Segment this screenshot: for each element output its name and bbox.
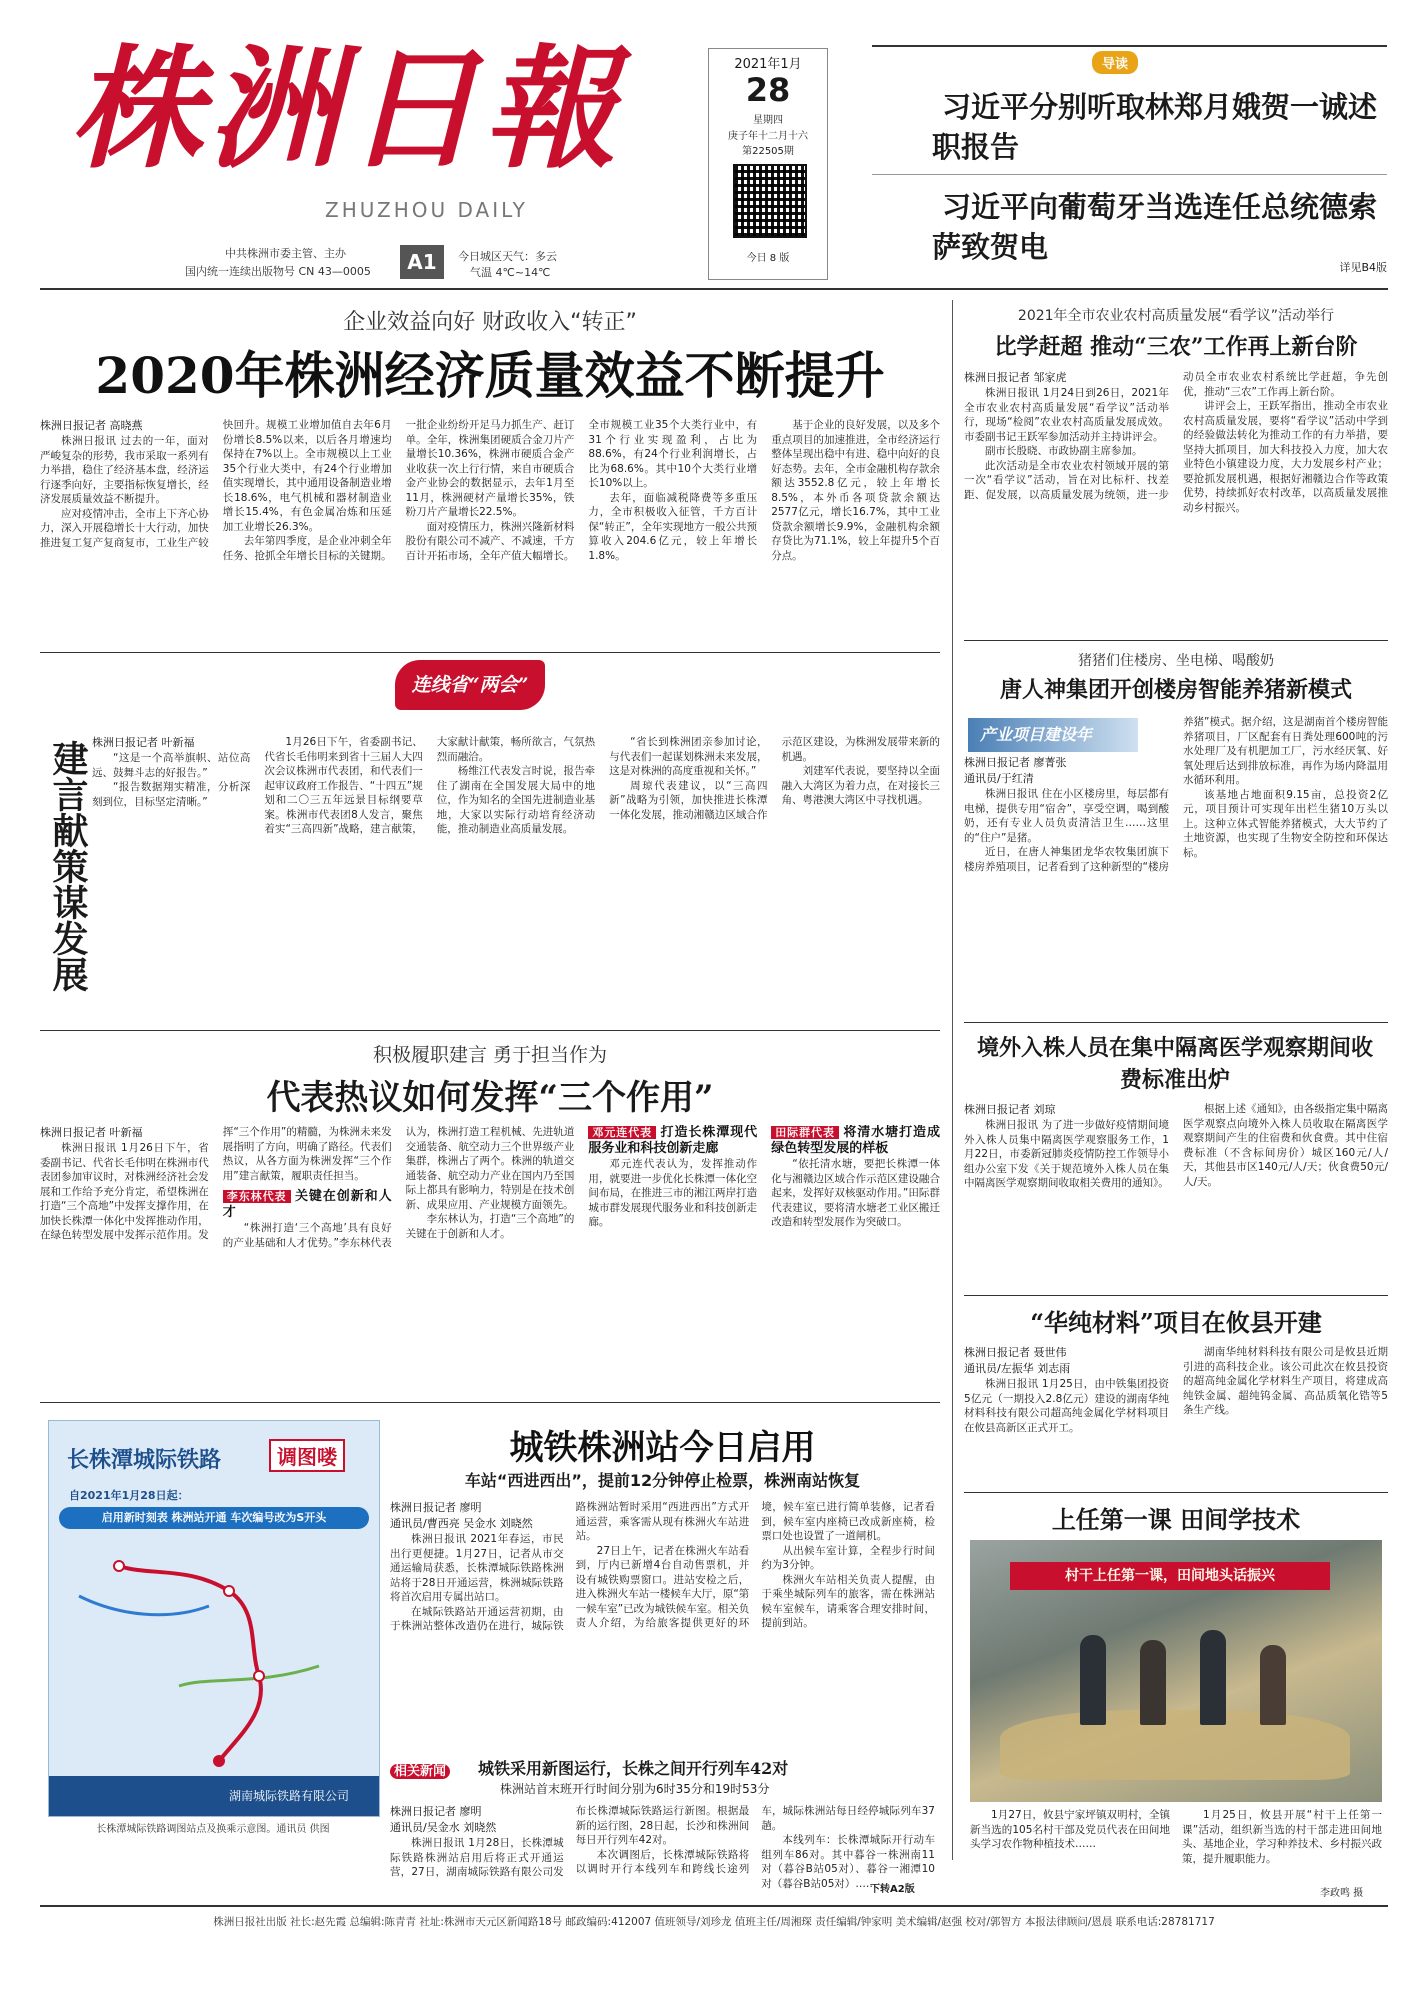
sanzuoyong-sub3-title: 将清水塘打造成绿色转型发展的样板 [771,1125,940,1156]
pig-headline: 唐人神集团开创楼房智能养猪新模式 [999,677,1352,703]
lianghui-vertical-title: 建言献策谋发展 [47,740,89,992]
lead-para: 株洲日报讯 过去的一年，面对严峻复杂的形势，我市采取一系列有力举措，稳住了经济基本盘，经济运行逐季向好，主要指标恢复增长，经济发展质量效益不断提升。 [40,435,209,505]
sanzuoyong-sub3-name: 田际群代表 [771,1126,839,1139]
lead-byline: 株洲日报记者 高晓燕 [40,419,143,432]
related-subheadline: 株洲站首末班开行时间分别为6时35分和19时53分 [500,1782,770,1796]
guide-see-page[interactable]: 详见B4版 [1339,261,1387,274]
farm-caption-2: 1月25日，攸县开展“村干上任第一课”活动，组织新当选的村干部走进田间地头、基地企业，学习种养技术、乡村振兴政策，提升履职能力。 [1182,1809,1382,1865]
lead-para: 基于企业的良好发展，以及多个重点项目的加速推进，全市经济运行整体呈现出稳中有进、稳中向好的良好态势。去年，全市金融机构存款余额达3552.8亿元，较上年增长8.5%，本外币各项贷款余额达2577亿元，增长16.7%，其中工业贷款余额增长9.9%，金融机构余额存贷比为71.1%，较上年提升5个百分点。 [771,419,940,562]
farm-caption-1: 1月27日，攸县宁家坪镇双明村，全镇新当选的105名村干部及党员代表在田间地头学习农作物种植技术…… [970,1809,1170,1850]
lead-para: 去年第四季度，是企业冲刺全年任务、抢抓全年增长目标的关键期。一批企业纷纷开足马力抓生产、赶订单。全年，株洲集团硬质合金刀片产量增长10.36%，株洲市硬质合金产业收获一次上行行情，来自市硬质合金产业协会的数据显示，去年1月至11月，株洲硬材产量增长35%，铁粉刀片产量增长22.5%。 [222,419,575,562]
sanzuoyong-para: 邓元连代表认为，发挥推动作用，就要进一步优化长株潭一体化空间布局，在推进三市的湘江两岸打造城市群发展现代服务业和科技创新走廊。 [588,1158,758,1228]
sanzuoyong-kicker: 积极履职建言 勇于担当作为 [372,1044,608,1066]
farm-photo-credit: 李政鸣 摄 [1320,1888,1364,1899]
pig-section-text: 产业项目建设年 [980,725,1093,744]
rail-poster-caption: 长株潭城际铁路调图站点及换乘示意图。通讯员 供图 [96,1824,330,1835]
related-byline2: 通讯员/吴金水 刘晓然 [390,1821,497,1834]
pig-para: 株洲日报讯 住在小区楼房里，每层都有电梯，提供专用“宿舍”，享受空调，喝到酸奶，还有专业人员负责清洁卫生……这里的“住户”是猪。 [964,788,1169,844]
pig-byline: 株洲日报记者 廖菁张 [964,756,1067,769]
footer-imprint: 株洲日报社出版 社长:赵先霞 总编辑:陈青青 社址:株洲市天元区新闻路18号 邮政编码:412007 值班领导/刘珍龙 值班主任/周湘琛 责任编辑/钟家明 美术编辑/赵强 校对/郭智方 本报法律顾问/恩晨 联系电话:28781717 [213,1916,1215,1928]
lianghui-para: 周琼代表建议，以“三高四新”战略为引领，加快推进长株潭一体化发展，推动湘赣边区域合作示范区建设，为株洲发展带来新的机遇。 [609,736,940,821]
rail-subheadline: 车站“西进西出”，提前12分钟停止检票，株洲南站恢复 [464,1471,861,1490]
related-headline: 城铁采用新图运行，长株之间开行列车42对 [478,1759,789,1778]
rail-byline2: 通讯员/曹西亮 吴金水 刘晓然 [390,1517,533,1530]
agri-byline: 株洲日报记者 邹家虎 [964,371,1067,384]
sanzuoyong-headline: 代表热议如何发挥“三个作用” [266,1078,714,1118]
rail-poster-title: 长株潭城际铁路 [67,1447,222,1473]
rail-continue-link[interactable]: 下转A2版 [870,1884,915,1895]
related-byline: 株洲日报记者 廖明 [390,1805,482,1818]
qr-code-icon [733,164,807,238]
lianghui-badge-text: 连线省“两会” [411,674,529,696]
masthead-organizer: 中共株洲市委主管、主办 [225,247,346,260]
related-news-label: 相关新闻 [390,1764,450,1779]
sanzuoyong-para: 李东林认为，打造“三个高地”的关键在于创新和人才。 [405,1213,575,1240]
agri-kicker: 2021年全市农业农村高质量发展“看学议”活动举行 [1017,308,1335,324]
agri-para: 株洲日报讯 1月24日到26日，2021年全市农业农村高质量发展“看学议”活动举行，现场“检阅”农业农村高质量发展成效。市委副书记王跃军参加活动并主持讲评会。 [964,387,1169,443]
rail-poster-date: 自2021年1月28日起： [69,1489,189,1502]
guide-item-2[interactable] [872,187,1387,267]
huachun-para: 株洲日报讯 1月25日，由中铁集团投资5亿元（一期投入2.8亿元）建设的湖南华纯材料科技有限公司超高纯金属化学材料项目在攸县高新区正式开工。 [964,1378,1169,1434]
sanzuoyong-sub3 [771,1125,940,1157]
lead-para: 面对疫情压力，株洲兴隆新材料股份有限公司不减产、不减速，千方百计开拓市场，全年产值大幅增长。全市规模工业35个大类行业中，有31个行业实现盈利，占比为88.6%，有24个行业利润增长，占比为68.6%。其中10个大类行业增长10%以上。 [405,419,758,562]
page-number: A1 [400,245,444,279]
lianghui-body [92,735,940,1020]
lead-para: 去年，面临减税降费等多重压力，全市积极收入征管，千方百计保“转正”，全年实现地方一般公共预算收入204.6亿元，较上年增长1.8%。 [588,491,758,562]
overseas-byline: 株洲日报记者 刘琼 [964,1103,1056,1116]
agri-para: 讲评会上，王跃军指出，推动全市农业农村高质量发展，要将“看学议”活动中学到的经验做法转化为推动工作的有力举措，要坚持大抓项目，加大科技投入力度，加大农业特色小镇建设力度，大力发展乡村产业；要抢抓发展机遇，根据好湘赣边合作等政策优势，持续抓好农村改革，以高质量发展推动乡村振兴。 [1183,400,1388,514]
agri-para: 此次活动是全市农业农村领域开展的第一次“看学议”活动，旨在对比标杆、找差距、促发展，以高质量发展为统领，进一步动员全市农业农村系统比学赶超，争先创优，推动“三农”工作再上新台阶。 [964,371,1388,501]
lianghui-para: 杨维江代表发言时说，报告牵住了湖南在全国发展大局中的地位，作为知名的全国先进制造业基地，大家以实际行动培育经济动能，推动制造业高质量发展。 [436,765,596,835]
related-para: 本次调图后，长株潭城际铁路将以调时开行本线列车和跨线长途列车，城际株洲站每日经停城际列车37趟。 [575,1805,935,1875]
lianghui-para: 1月26日下午，省委副书记、代省长毛伟明来到省十三届人大四次会议株洲市代表团，和代表们一起审议政府工作报告、“十四五”规划和二〇三五年远景目标纲要草案。株洲市代表团8人发言，聚焦着实“三高四新”战略，建言献策，大家献计献策，畅所欲言，气氛热烈而融洽。 [264,736,596,835]
sanzuoyong-para: 株洲日报讯 1月26日下午，省委副书记、代省长毛伟明在株洲市代表团参加审议时，对株洲经济社会发展和工作给予充分肯定，希望株洲在打造“三个高地”中发挥支撑作用，在加快长株潭一体化中发挥推动作用，在绿色转型发展中发挥示范作用。发挥“三个作用”的精髓，为株洲未来发展指明了方向，明确了路径。代表们热议，从各方面为株洲发挥“三个作用”建言献策，履职责任担当。 [40,1126,392,1241]
issue-number: 第22505期 [742,146,794,157]
farm-photo [970,1540,1382,1802]
overseas-para: 根据上述《通知》，由各级指定集中隔离医学观察点向境外入株人员收取在隔离医学观察期间产生的住宿费和伙食费。其中住宿费标准（不含标间房价）城区160元/人/天，其他县市区140元/人/天；伙食费50元/人/天。 [1183,1103,1388,1188]
guide-box [872,45,1387,277]
weather: 今日城区天气：多云 [458,250,557,263]
date-lunar: 庚子年十二月十六 [728,131,808,142]
sanzuoyong-sub2-title: 打造长株潭现代服务业和科技创新走廊 [588,1125,758,1156]
masthead-title: 株洲日報 [70,32,622,187]
related-para: 本线列车：长株潭城际开行动车组列车86对。其中暮谷一株洲南11对（暮谷B站05对）、暮谷一湘潭10对（暮谷B站05对）…… [761,1834,935,1890]
overseas-para: 株洲日报讯 为了进一步做好疫情期间境外入株人员集中隔离医学观察服务工作，1月22日，市委新冠肺炎疫情防控工作领导小组办公室下发《关于规范境外入株人员在集中隔离医学观察期间收取相关费用的通知》。 [964,1119,1169,1189]
rail-poster [48,1420,380,1817]
sanzuoyong-byline: 株洲日报记者 叶新福 [40,1126,143,1139]
guide-item-2-text: 习近平向葡萄牙当选连任总统德索萨致贺电 [932,190,1378,264]
temperature: 气温 4℃~14℃ [470,266,551,279]
date-year-month: 2021年1月 [734,57,802,72]
lianghui-badge [395,660,545,710]
lead-kicker: 企业效益向好 财政收入“转正” [343,310,637,335]
related-news-tag [390,1760,450,1779]
today-pages: 今日 8 版 [746,253,790,264]
sanzuoyong-para: “株洲打造‘三个高地’具有良好的产业基础和人才优势。”李东林代表认为，株洲打造工程机械、先进轨道交通装备、航空动力三个世界级产业集群，株洲占了两个。株洲的轨道交通装备、航空动力产业在国内乃至国际上都具有影响力，特别是在技术创新、成果应用、产业规模方面领先。 [222,1126,575,1249]
lianghui-para: “这是一个高举旗帜、站位高远、鼓舞斗志的好报告。” [92,752,251,779]
lead-headline: 2020年株洲经济质量效益不断提升 [95,346,885,405]
lianghui-para: 刘建军代表说，要坚持以全面融入大湾区为着力点，在对接长三角、粤港澳大湾区中寻找机遇。 [781,765,940,806]
pig-body [964,715,1388,1015]
date-weekday: 星期四 [753,115,783,126]
lianghui-para: “报告数据翔实精准，分析深刻到位，目标坚定清晰。” [92,781,251,808]
huachun-byline2: 通讯员/左振华 刘志雨 [964,1362,1071,1375]
sanzuoyong-body [40,1125,940,1390]
rail-poster-badge: 调图喽 [269,1439,345,1472]
related-body [390,1804,935,1894]
date-box [708,48,828,280]
masthead-cn-number: 国内统一连续出版物号 CN 43—0005 [185,265,371,278]
farm-photo-banner: 村干上任第一课，田间地头话振兴 [1010,1562,1330,1590]
rail-para: 株洲日报讯 2021年春运，市民出行更便捷。1月27日，记者从市交通运输局获悉，长株潭城际铁路株洲站将于28日开通运营，株洲城际铁路将首次启用专属出站口。 [390,1533,564,1603]
sanzuoyong-sub2-name: 邓元连代表 [588,1126,656,1139]
rail-para: 株洲火车站相关负责人提醒，由于乘坐城际列车的旅客，需在株洲站候车室候车，请乘客合理安排时间，提前到站。 [761,1573,935,1629]
farm-headline: 上任第一课 田间学技术 [1051,1505,1301,1534]
lianghui-para: “省长到株洲团亲参加讨论，与代表们一起谋划株洲未来发展，这是对株洲的高度重视和关怀。” [609,736,768,777]
agri-body [964,370,1388,628]
rail-para: 在城际铁路站开通运营初期，由于株洲站整体改造仍在进行，城际铁路株洲站暂时采用“西进西出”方式开通运营，乘客需从现有株洲火车站进站。 [390,1501,750,1632]
rail-map [59,1536,369,1776]
lead-body [40,418,940,648]
guide-item-1-text: 习近平分别听取林郑月娥贺一诚述职报告 [932,90,1378,164]
overseas-headline: 境外入株人员在集中隔离医学观察期间收费标准出炉 [976,1035,1373,1093]
rail-poster-banner: 启用新时刻表 株洲站开通 车次编号改为S开头 [59,1507,369,1529]
related-para: 株洲日报讯 1月28日，长株潭城际铁路株洲站启用后将正式开通运营，27日，湖南城际铁路有限公司发布长株潭城际铁路运行新图。根据最新的运行图，28日起，长沙和株洲间每日开行列车42对。 [390,1805,750,1878]
masthead-title-en: ZHUZHOU DAILY [325,198,528,222]
rail-headline: 城铁株洲站今日启用 [509,1428,816,1468]
agri-para: 副市长殷晓、市政协副主席参加。 [985,445,1143,457]
pig-kicker: 猪猪们住楼房、坐电梯、喝酸奶 [1078,653,1274,669]
rail-body [390,1500,935,1750]
agri-headline: 比学赶超 推动“三农”工作再上新台阶 [994,334,1358,360]
sanzuoyong-para: “依托清水塘，要把长株潭一体化与湘赣边区域合作示范区建设融合起来，发挥好双核驱动作用。”田际群代表建议，要将清水塘老工业区搬迁改造和转型发展作为突破口。 [771,1158,940,1228]
rail-para: 从出候车室计算，全程步行时间约为3分钟。 [761,1544,935,1571]
overseas-body [964,1102,1388,1287]
pig-para: 该基地占地面积9.15亩，总投资2亿元，项目预计可实现年出栏生猪10万头以上。这种立体式智能养猪模式，大大节约了土地资源，也实现了生物安全防控和环保达标。 [1183,788,1388,859]
sanzuoyong-sub1 [223,1189,392,1221]
sanzuoyong-sub1-name: 李东林代表 [223,1190,291,1203]
huachun-byline: 株洲日报记者 聂世伟 [964,1346,1067,1359]
lianghui-byline: 株洲日报记者 叶新福 [92,736,195,749]
pig-byline2: 通讯员/于红清 [964,772,1034,785]
guide-tag: 导读 [1092,51,1138,74]
date-day: 28 [745,71,791,109]
pig-para: 近日，在唐人神集团龙华农牧集团旗下楼房养殖项目，记者看到了这种新型的“楼房养猪”模式。据介绍，这是湖南首个楼房智能养猪项目，厂区配套有日粪处理600吨的污水处理厂及有机肥加工厂，污水经厌氧、好氧处理后达到排放标准，再作为场内降温用水循环利用。 [964,716,1388,873]
rail-poster-company: 湖南城际铁路有限公司 [228,1789,349,1803]
sanzuoyong-sub1-title: 关键在创新和人才 [222,1189,392,1220]
sanzuoyong-sub2 [588,1125,757,1157]
huachun-body [964,1345,1388,1485]
rail-byline: 株洲日报记者 廖明 [390,1501,482,1514]
huachun-headline: “华纯材料”项目在攸县开建 [1030,1308,1322,1337]
rail-para: 27日上午，记者在株洲火车站看到，厅内已新增4台自动售票机，并设有城铁购票窗口。进站安检之后，进入株洲火车站一楼候车大厅，原“第一候车室”已改为城铁候车室。相关负责人介绍，为给旅客提供更好的环境，候车室已进行简单装修，记者看到，候车室内座椅已改成新座椅，检票口处也设置了一道闸机。 [575,1501,935,1629]
huachun-para: 湖南华纯材料科技有限公司是攸县近期引进的高科技企业。该公司此次在攸县投资的超高纯金属化学材料生产项目，将建成高纯铁金属、超纯钨金属、高品质氧化锆等5条生产线。 [1183,1346,1388,1416]
rail-poster-footer [49,1776,379,1816]
lead-para: 应对疫情冲击，全市上下齐心协力，深入开展稳增长十大行动，加快推进复工复产复商复市，工业生产较快回升。规模工业增加值自去年6月份增长8.5%以来，以后各月增速均保持在7%以上。全市规模以上工业35个行业大类中，有24个行业增加值实现增长，其中通用设备制造业增长18.6%，电气机械和器材制造业增长15.4%，有色金属冶炼和压延加工业增长26.3%。 [40,419,392,549]
guide-item-1[interactable] [872,87,1387,167]
